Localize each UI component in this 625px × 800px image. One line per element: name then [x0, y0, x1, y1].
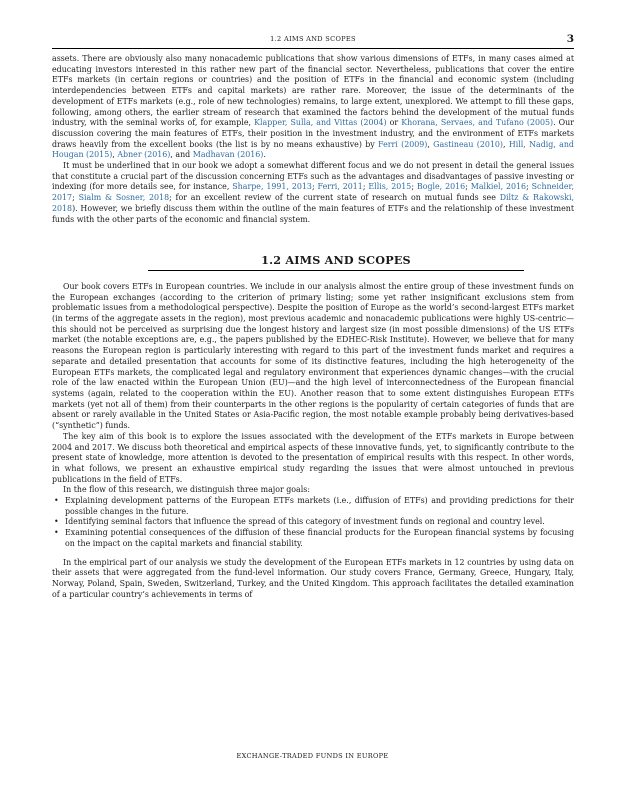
citation-link[interactable]: Schneider, 2017 [52, 182, 574, 203]
paragraph-text: , and [170, 150, 193, 160]
running-footer: EXCHANGE-TRADED FUNDS IN EUROPE [236, 752, 389, 760]
paragraph-text: ; [72, 193, 79, 203]
paragraph-empirical: In the empirical part of our analysis we study the development of the European ETFs markets in 12 countries by using data on their assets that were aggregated from the fund-level information. Our study covers France, Germany, Greece, Hungary, Italy, Norway, Poland, Spain, Sweden, Switzerland, Turkey, and the United Kingdom. This approach facilitates the detailed examination of a particular country’s achievements in terms of [52, 557, 574, 599]
citation-link[interactable]: Diltz & Rakowski, 2018 [52, 193, 575, 213]
paragraph-text: , [112, 150, 118, 160]
citation-link[interactable]: Abner (2016) [117, 150, 171, 160]
paragraph-focus [52, 161, 574, 225]
running-title: 1.2 AIMS AND SCOPES [270, 35, 356, 43]
paragraph-text: , [503, 139, 509, 149]
paragraph-text: ; [526, 182, 532, 192]
citation-link[interactable]: Sialm & Sosner, 2018 [78, 193, 170, 203]
page-body [52, 54, 574, 600]
paragraph-text: ; for an excellent review of the current state of research on mutual funds see [169, 193, 500, 203]
paragraph-text: It must be underlined that in our book we adopt a somewhat different focus and we do not present in detail the general issues that constitute a crucial part of the discussion concerning ETFs such as the advantages and disadvantages of passive investing or indexing (for more details see, for instance, [52, 161, 574, 192]
citation-link[interactable]: Khorana, Servaes, and Tufano (2005) [401, 118, 554, 128]
citation-link[interactable]: Klapper, Sulla, and Vittas (2004) [254, 118, 387, 128]
paragraph-text: ; [362, 182, 369, 192]
paragraph-text: . [263, 150, 266, 160]
citation-link[interactable]: Bogle, 2016 [416, 182, 466, 192]
citation-link[interactable]: Hill, Nadig, and Hougan (2015) [52, 139, 574, 160]
paragraph-text: or [386, 118, 402, 128]
list-item: • Explaining development patterns of the European ETFs markets (i.e., diffusion of ETFs) and providing predictions for their possible changes in the future. [54, 496, 574, 516]
citation-link[interactable]: Ferri (2009) [378, 139, 428, 149]
bullet-icon: • [54, 528, 59, 538]
paragraph-text: ; [411, 182, 417, 192]
citation-link[interactable]: Madhavan (2016) [192, 150, 264, 160]
paragraph-text: ). However, we briefly discuss them within the outline of the main features of ETFs and the relationship of these investment funds with the other parts of the economic and financial system. [52, 203, 574, 224]
page-number: 3 [566, 33, 574, 45]
paragraph-text: assets. There are obviously also many nonacademic publications that show various dimensions of ETFs, in many cases aimed at educating investors interested in this rather new part of the financial sector. Nevertheless, publications that cover the entire ETFs markets (in certain regions or countries) and the position of ETFs in the financial and economic system (including interdependencies between ETFs and capital markets) are rather rare. Moreover, the issue of the determinants of the development of ETFs markets (e.g., role of new technologies) remains, to large extent, unexplored. We attempt to fill these gaps, following, among others, the earlier stream of research that examined the factors behind the development of the mutual funds industry, with the seminal works of, for example, [52, 54, 574, 128]
citation-link[interactable]: Gastineau (2010) [433, 139, 504, 149]
citation-link[interactable]: Ferri, 2011 [317, 182, 363, 192]
list-item: • Identifying seminal factors that influence the spread of this category of investment funds on regional and country level. [54, 517, 545, 527]
section-title: 1.2 AIMS AND SCOPES [261, 253, 411, 268]
paragraph-text: ; [311, 182, 318, 192]
list-item: • Examining potential consequences of the diffusion of these financial products for the European financial systems by focusing on the impact on the capital markets and financial stability. [54, 528, 574, 548]
paragraph-text: ; [465, 182, 471, 192]
paragraph-key-aim: The key aim of this book is to explore the issues associated with the development of the ETFs markets in Europe between 2004 and 2017. We discuss both theoretical and empirical aspects of these innovative funds, yet, to significantly contribute to the present state of knowledge, more attention is devoted to the presentation of empirical results with this respect. In other words, in what follows, we present an exhaustive empirical study regarding the issues that were almost untouched in previous publications in the field of ETFs. [52, 431, 574, 484]
paragraph-text: , [427, 139, 434, 149]
paragraph-coverage: Our book covers ETFs in European countries. We include in our analysis almost the entire group of these investment funds on the European exchanges (according to the criterion of primary listing; some yet rather insignificant exclusions stem from problematic issues from a methodological perspective). Despite the position of Europe as the world’s second-largest ETFs market (in terms of the aggregate assets in the region), most previous academic and nonacademic publications were highly US-centric—this should not be perceived as surprising due the longest history and largest size (in most possible dimensions) of the US ETFs market (the notable exceptions are, e.g., the papers published by the EDHEC-Risk Institute). However, we believe that for many reasons the European region is particularly interesting with regard to this part of the investment funds market and requires a separate and detailed presentation that accounts for some of its distinctive features, including the high heterogeneity of the European ETFs markets, the complicated legal and regulatory environment that experiences dynamic changes—with the crucial role of the law enacted within the European Union (EU)—and the high level of interconnectedness of the European financial systems (again, related to the cooperation within the EU). Another reason that to some extent distinguishes European ETFs markets (yet not all of them) from their counterparts in the other regions is the popularity of certain categories of funds that are absent or rarely available in the United States or Asia-Pacific region, the most notable example probably being derivatives-based (“synthetic”) funds. [52, 281, 574, 431]
paragraph-intro-continued [52, 54, 574, 161]
running-header [52, 34, 574, 49]
bullet-icon: • [54, 517, 59, 527]
paragraph-text: . Our discussion covering the main features of ETFs, their position in the investment industry, and the environment of ETFs markets draws heavily from the excellent books (the list is by no means exhaustive) by [52, 118, 574, 149]
citation-link[interactable]: Malkiel, 2016 [470, 182, 527, 192]
paragraph-goals-intro: In the flow of this research, we distinguish three major goals: [63, 485, 310, 495]
goals-list [52, 496, 574, 550]
citation-link[interactable]: Ellis, 2015 [368, 182, 412, 192]
section-heading [148, 255, 524, 271]
bullet-icon: • [54, 496, 59, 506]
citation-link[interactable]: Sharpe, 1991, 2013 [232, 182, 312, 192]
